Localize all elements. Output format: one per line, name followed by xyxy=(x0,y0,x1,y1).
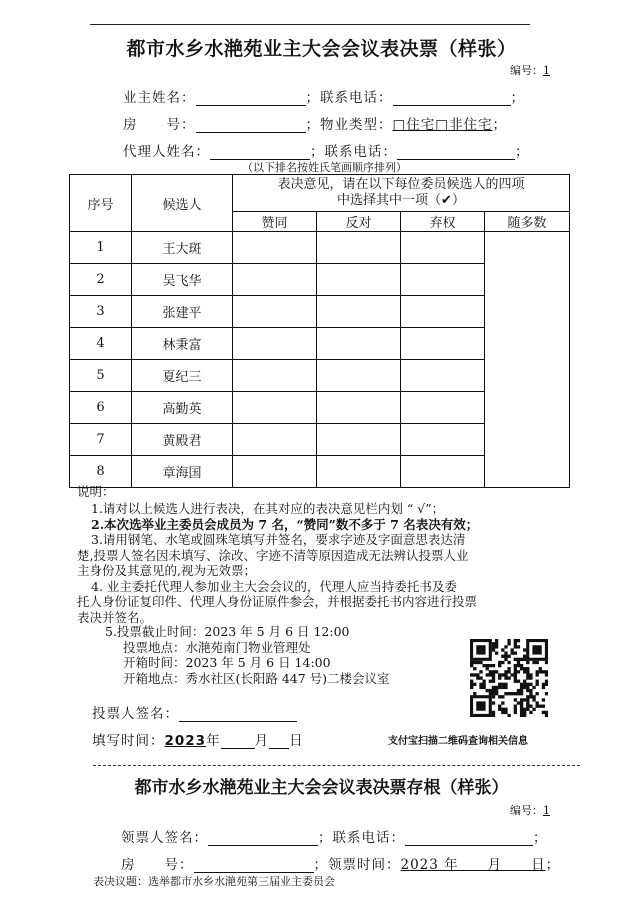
note-4c: 表决并签名。 xyxy=(77,609,153,625)
note-3c: 主身份及其意见的,视为无效票； xyxy=(77,563,256,578)
stub-room-field[interactable] xyxy=(194,858,314,873)
note-2: 2.本次选举业主委员会成员为 7 名，“赞同”数不多于 7 名表决有效； xyxy=(91,516,479,532)
opinion-header-line2: 中选择其中一项（✔） xyxy=(337,193,465,208)
voter-sign-row xyxy=(92,702,297,722)
fill-time-row xyxy=(92,729,304,749)
row-seq: 3 xyxy=(70,296,132,328)
notes-schedule xyxy=(105,624,390,686)
phone-field[interactable] xyxy=(393,91,511,106)
fill-month-field[interactable] xyxy=(221,734,255,749)
col-oppose-header: 反对 xyxy=(317,212,401,232)
note-5d: 开箱地点：秀水社区(长阳路 447 号)二楼会议室 xyxy=(123,670,390,686)
stub-subject: 表决议题：选举都市水乡水滟苑第三届业主委员会 xyxy=(93,875,335,888)
row-seq: 8 xyxy=(70,456,132,488)
row-seq: 6 xyxy=(70,392,132,424)
vote-oppose-cell[interactable] xyxy=(317,296,401,328)
col-abstain-header: 弃权 xyxy=(401,212,485,232)
fill-year[interactable]: 2023 xyxy=(164,733,207,749)
row-candidate-name: 高勤英 xyxy=(132,392,233,424)
room-row xyxy=(123,113,507,133)
row-seq: 5 xyxy=(70,360,132,392)
table-row xyxy=(70,232,570,264)
row-candidate-name: 吴飞华 xyxy=(132,264,233,296)
note-5a: 5.投票截止时间：2023 年 5 月 6 日 12:00 xyxy=(105,624,350,639)
col-agree-header: 赞同 xyxy=(233,212,317,232)
stub-receiver-row xyxy=(121,826,548,846)
row-candidate-name: 张建平 xyxy=(132,296,233,328)
owner-name-row xyxy=(123,86,525,106)
property-type-label: ；物业类型： xyxy=(305,117,393,133)
vote-oppose-cell[interactable] xyxy=(317,328,401,360)
vote-oppose-cell[interactable] xyxy=(317,232,401,264)
vote-agree-cell[interactable] xyxy=(233,392,317,424)
fill-day-field[interactable] xyxy=(269,734,289,749)
notes-block xyxy=(77,501,577,625)
row-candidate-name: 夏纪三 xyxy=(132,360,233,392)
row-candidate-name: 王大斑 xyxy=(132,232,233,264)
vote-oppose-cell[interactable] xyxy=(317,264,401,296)
qr-caption: 支付宝扫描二维码查询相关信息 xyxy=(388,736,528,747)
vote-abstain-cell[interactable] xyxy=(401,424,485,456)
note-4b: 托人身份证复印件、代理人身份证原件参会，并根据委托书内容进行投票 xyxy=(77,594,478,609)
row-seq: 1 xyxy=(70,232,132,264)
voter-sign-field[interactable] xyxy=(179,707,297,722)
serial-number xyxy=(510,62,550,78)
vote-abstain-cell[interactable] xyxy=(401,328,485,360)
vote-abstain-cell[interactable] xyxy=(401,264,485,296)
row-candidate-name: 黄殿君 xyxy=(132,424,233,456)
vote-abstain-cell[interactable] xyxy=(401,456,485,488)
stub-title: 都市水乡水滟苑业主大会会议表决票存根（样张） xyxy=(134,778,509,798)
serial-value: 1 xyxy=(543,64,550,77)
phone-suffix: ； xyxy=(510,90,525,106)
row-candidate-name: 林秉富 xyxy=(132,328,233,360)
tear-line xyxy=(93,765,580,766)
note-1: 1.请对以上候选人进行表决，在其对应的表决意见栏内划 “ √”； xyxy=(91,501,445,516)
receive-time-value[interactable]: 2023 年 月 日 xyxy=(400,857,546,873)
receiver-sign-label: 领票人签名： xyxy=(121,830,208,846)
stub-serial-value: 1 xyxy=(543,804,550,817)
stub-room-label: 房 号： xyxy=(121,857,194,873)
vote-agree-cell[interactable] xyxy=(233,360,317,392)
agent-phone-label: ；联系电话： xyxy=(310,144,397,160)
vote-abstain-cell[interactable] xyxy=(401,360,485,392)
order-note: （以下排名按姓氏笔画顺序排列） xyxy=(242,161,407,174)
phone-label: ；联系电话： xyxy=(305,90,393,106)
vote-oppose-cell[interactable] xyxy=(317,360,401,392)
stub-room-row xyxy=(121,853,560,873)
stub-phone-field[interactable] xyxy=(405,831,533,846)
stub-serial xyxy=(510,802,550,818)
note-5c: 开箱时间：2023 年 5 月 6 日 14:00 xyxy=(123,655,331,670)
note-5b: 投票地点：水滟苑南门物业管理处 xyxy=(123,639,311,655)
vote-oppose-cell[interactable] xyxy=(317,424,401,456)
vote-abstain-cell[interactable] xyxy=(401,392,485,424)
row-candidate-name: 章海国 xyxy=(132,456,233,488)
note-3a: 3.请用钢笔、水笔或圆珠笔填写并签名，要求字迹及字面意思表达清 xyxy=(91,532,466,547)
row-seq: 2 xyxy=(70,264,132,296)
serial-label: 编号： xyxy=(510,64,543,77)
col-candidate-header: 候选人 xyxy=(132,175,233,232)
row-seq: 7 xyxy=(70,424,132,456)
room-label: 房 号： xyxy=(123,117,196,133)
vote-table xyxy=(69,174,570,488)
note-4a: 4. 业主委托代理人参加业主大会会议的，代理人应当持委托书及委 xyxy=(91,578,457,594)
room-field[interactable] xyxy=(196,118,306,133)
stub-phone-label: ；联系电话： xyxy=(318,830,405,846)
col-follow-header: 随多数 xyxy=(485,212,570,232)
receive-time-label: ；领票时间： xyxy=(313,857,401,873)
stub-phone-suffix: ； xyxy=(533,830,548,846)
row-seq: 4 xyxy=(70,328,132,360)
voter-sign-label: 投票人签名： xyxy=(92,706,179,722)
vote-agree-cell[interactable] xyxy=(233,424,317,456)
notes-heading: 说明： xyxy=(77,484,115,499)
owner-name-field[interactable] xyxy=(196,91,306,106)
receive-time-suffix: ； xyxy=(545,857,561,873)
vote-agree-cell[interactable] xyxy=(233,456,317,488)
receiver-sign-field[interactable] xyxy=(208,831,318,846)
day-label: 日 xyxy=(289,733,304,749)
agent-name-label: 代理人姓名： xyxy=(123,144,210,160)
agent-phone-field[interactable] xyxy=(397,145,515,160)
agent-name-field[interactable] xyxy=(210,145,310,160)
property-type-options[interactable]: □住宅□非住宅 xyxy=(392,117,493,133)
note-3b: 楚,投票人签名因未填写、涂改、字迹不清等原因造成无法辨认投票人业 xyxy=(77,547,469,563)
top-rule xyxy=(90,24,530,25)
qr-code-icon[interactable] xyxy=(470,639,548,717)
opinion-header xyxy=(233,175,570,212)
vote-abstain-cell[interactable] xyxy=(401,296,485,328)
vote-abstain-cell[interactable] xyxy=(401,232,485,264)
agent-phone-suffix: ； xyxy=(515,144,530,160)
vote-agree-cell[interactable] xyxy=(233,264,317,296)
ballot-title: 都市水乡水滟苑业主大会会议表决票（样张） xyxy=(126,38,517,60)
year-label: 年 xyxy=(206,733,221,749)
month-label: 月 xyxy=(254,733,270,749)
vote-agree-cell[interactable] xyxy=(233,296,317,328)
opinion-header-line1: 表决意见，请在以下每位委员候选人的四项 xyxy=(277,177,525,192)
vote-oppose-cell[interactable] xyxy=(317,456,401,488)
vote-agree-cell[interactable] xyxy=(233,232,317,264)
vote-agree-cell[interactable] xyxy=(233,328,317,360)
owner-name-label: 业主姓名： xyxy=(123,90,196,106)
fill-time-label: 填写时间： xyxy=(92,733,165,749)
vote-follow-cell[interactable] xyxy=(485,232,570,488)
stub-serial-label: 编号： xyxy=(510,804,543,817)
property-type-suffix: ； xyxy=(492,117,508,133)
agent-row xyxy=(123,140,530,160)
vote-oppose-cell[interactable] xyxy=(317,392,401,424)
col-seq-header: 序号 xyxy=(70,175,132,232)
